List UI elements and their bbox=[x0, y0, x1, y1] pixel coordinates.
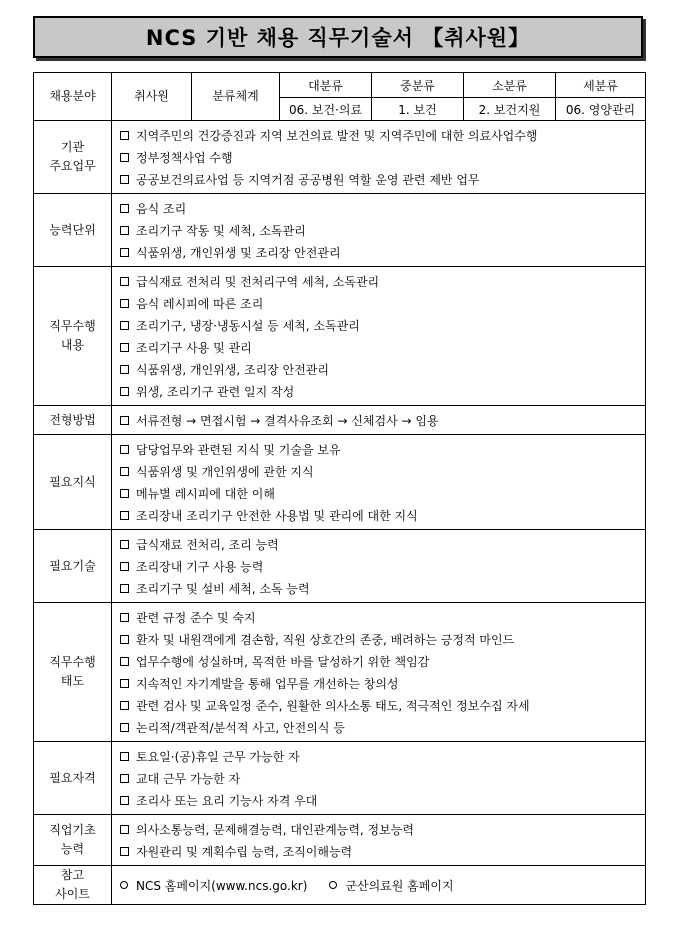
list-item bbox=[120, 314, 645, 336]
checkbox-bullet-icon bbox=[120, 131, 129, 140]
list-item-text: 서류전형 → 면접시험 → 결격사유조회 → 신체검사 → 임용 bbox=[136, 413, 439, 428]
field-value: 취사원 bbox=[112, 73, 192, 121]
checkbox-bullet-icon bbox=[120, 679, 129, 688]
row-label bbox=[34, 267, 112, 406]
table-row bbox=[34, 742, 646, 815]
list-item bbox=[120, 124, 645, 146]
list-item bbox=[120, 292, 645, 314]
list-item bbox=[120, 504, 645, 526]
row-label-line: 주요업무 bbox=[49, 159, 96, 173]
row-label bbox=[34, 121, 112, 194]
minor-category-value: 2. 보건지원 bbox=[464, 98, 556, 121]
list-item-text: 관련 검사 및 교육일정 준수, 원활한 의사소통 태도, 적극적인 정보수집 자세 bbox=[136, 698, 530, 713]
checkbox-bullet-icon bbox=[120, 445, 129, 454]
list-item bbox=[120, 146, 645, 168]
checkbox-bullet-icon bbox=[120, 204, 129, 213]
document-title-box bbox=[33, 16, 643, 58]
list-item bbox=[120, 219, 645, 241]
reference-site[interactable] bbox=[329, 877, 453, 894]
table-row bbox=[34, 435, 646, 530]
checkbox-bullet-icon bbox=[120, 613, 129, 622]
row-label bbox=[34, 406, 112, 435]
list-item-text: 음식 조리 bbox=[136, 201, 187, 216]
list-item-text: 조리장내 조리기구 안전한 사용법 및 관리에 대한 지식 bbox=[136, 508, 418, 523]
middle-category-header: 중분류 bbox=[372, 73, 464, 98]
list-item-text: 조리기구 작동 및 세척, 소독관리 bbox=[136, 223, 306, 238]
list-item-text: 지역주민의 건강증진과 지역 보건의료 발전 및 지역주민에 대한 의료사업수행 bbox=[136, 128, 538, 143]
row-label-line: 기관 bbox=[60, 140, 85, 154]
list-item bbox=[120, 650, 645, 672]
row-label-line: 능력단위 bbox=[49, 222, 96, 237]
list-item-text: 조리기구 및 설비 세척, 소독 능력 bbox=[136, 581, 310, 596]
list-item bbox=[120, 241, 645, 263]
list-item bbox=[120, 745, 645, 767]
checkbox-bullet-icon bbox=[120, 321, 129, 330]
list-item-text: 공공보건의료사업 등 지역거점 공공병원 역할 운영 관련 제반 업무 bbox=[136, 172, 480, 187]
table-row bbox=[34, 603, 646, 742]
reference-site-text: NCS 홈페이지(www.ncs.go.kr) bbox=[136, 878, 308, 893]
row-label-line: 필요지식 bbox=[49, 474, 96, 489]
table-row bbox=[34, 530, 646, 603]
reference-site-text: 군산의료원 홈페이지 bbox=[345, 878, 454, 893]
checkbox-bullet-icon bbox=[120, 562, 129, 571]
checkbox-bullet-icon bbox=[120, 511, 129, 520]
detail-category-value: 06. 영양관리 bbox=[556, 98, 646, 121]
list-item bbox=[120, 270, 645, 292]
list-item bbox=[120, 789, 645, 811]
classification-label: 분류체계 bbox=[192, 73, 280, 121]
row-label bbox=[34, 603, 112, 742]
checkbox-bullet-icon bbox=[120, 657, 129, 666]
list-item bbox=[120, 577, 645, 599]
row-content bbox=[112, 530, 646, 603]
minor-category-header: 소분류 bbox=[464, 73, 556, 98]
checkbox-bullet-icon bbox=[120, 365, 129, 374]
checkbox-bullet-icon bbox=[120, 226, 129, 235]
list-item bbox=[120, 409, 645, 431]
job-description-table bbox=[33, 72, 646, 905]
checkbox-bullet-icon bbox=[120, 825, 129, 834]
list-item-text: 음식 레시피에 따른 조리 bbox=[136, 296, 264, 311]
document-title: NCS 기반 채용 직무기술서 【취사원】 bbox=[145, 26, 531, 50]
list-item bbox=[120, 380, 645, 402]
list-item-text: 식품위생, 개인위생 및 조리장 안전관리 bbox=[136, 245, 341, 260]
circle-bullet-icon bbox=[329, 881, 337, 889]
list-item bbox=[120, 533, 645, 555]
checkbox-bullet-icon bbox=[120, 175, 129, 184]
row-label-line: 전형방법 bbox=[49, 412, 96, 427]
reference-label-line: 사이트 bbox=[55, 887, 90, 901]
list-item bbox=[120, 672, 645, 694]
row-content bbox=[112, 435, 646, 530]
list-item-text: 자원관리 및 계획수립 능력, 조직이해능력 bbox=[136, 844, 353, 859]
list-item-text: 급식재료 전처리 및 전처리구역 세척, 소독관리 bbox=[136, 274, 380, 289]
list-item-text: 의사소통능력, 문제해결능력, 대인관계능력, 정보능력 bbox=[136, 822, 414, 837]
list-item-text: 메뉴별 레시피에 대한 이해 bbox=[136, 486, 275, 501]
row-label-line: 직무수행 bbox=[49, 655, 96, 669]
list-item-text: 조리장내 기구 사용 능력 bbox=[136, 559, 264, 574]
list-item bbox=[120, 482, 645, 504]
list-item-text: 교대 근무 가능한 자 bbox=[136, 771, 241, 786]
checkbox-bullet-icon bbox=[120, 584, 129, 593]
checkbox-bullet-icon bbox=[120, 774, 129, 783]
list-item bbox=[120, 628, 645, 650]
list-item-text: 조리기구 사용 및 관리 bbox=[136, 340, 252, 355]
field-label: 채용분야 bbox=[34, 73, 112, 121]
list-item bbox=[120, 358, 645, 380]
checkbox-bullet-icon bbox=[120, 540, 129, 549]
reference-label-line: 참고 bbox=[60, 868, 85, 882]
table-row bbox=[34, 406, 646, 435]
list-item-text: 식품위생 및 개인위생에 관한 지식 bbox=[136, 464, 314, 479]
row-content bbox=[112, 742, 646, 815]
row-content bbox=[112, 194, 646, 267]
row-label bbox=[34, 530, 112, 603]
list-item bbox=[120, 555, 645, 577]
list-item bbox=[120, 818, 645, 840]
list-item bbox=[120, 694, 645, 716]
row-label-line: 내용 bbox=[60, 338, 85, 352]
checkbox-bullet-icon bbox=[120, 796, 129, 805]
list-item-text: 담당업무와 관련된 지식 및 기술을 보유 bbox=[136, 442, 341, 457]
list-item-text: 식품위생, 개인위생, 조리장 안전관리 bbox=[136, 362, 329, 377]
row-label bbox=[34, 815, 112, 866]
list-item-text: 논리적/객관적/분석적 사고, 안전의식 등 bbox=[136, 720, 345, 735]
major-category-header: 대분류 bbox=[280, 73, 372, 98]
list-item-text: 업무수행에 성실하며, 목적한 바를 달성하기 위한 책임감 bbox=[136, 654, 430, 669]
checkbox-bullet-icon bbox=[120, 248, 129, 257]
table-row bbox=[34, 194, 646, 267]
row-label-line: 능력 bbox=[60, 842, 85, 856]
row-label bbox=[34, 194, 112, 267]
list-item-text: 지속적인 자기계발을 통해 업무를 개선하는 창의성 bbox=[136, 676, 399, 691]
row-content bbox=[112, 121, 646, 194]
list-item-text: 조리사 또는 요리 기능사 자격 우대 bbox=[136, 793, 318, 808]
list-item-text: 조리기구, 냉장·냉동시설 등 세척, 소독관리 bbox=[136, 318, 360, 333]
checkbox-bullet-icon bbox=[120, 489, 129, 498]
row-label bbox=[34, 435, 112, 530]
checkbox-bullet-icon bbox=[120, 635, 129, 644]
list-item-text: 정부정책사업 수행 bbox=[136, 150, 233, 165]
row-content bbox=[112, 406, 646, 435]
row-label-line: 직업기초 bbox=[49, 823, 96, 837]
list-item bbox=[120, 716, 645, 738]
list-item bbox=[120, 606, 645, 628]
list-item bbox=[120, 168, 645, 190]
table-row bbox=[34, 815, 646, 866]
table-row bbox=[34, 267, 646, 406]
list-item bbox=[120, 336, 645, 358]
list-item-text: 토요일·(공)휴일 근무 가능한 자 bbox=[136, 749, 300, 764]
reference-label bbox=[34, 866, 112, 905]
checkbox-bullet-icon bbox=[120, 467, 129, 476]
major-category-value: 06. 보건·의료 bbox=[280, 98, 372, 121]
list-item-text: 위생, 조리기구 관련 일지 작성 bbox=[136, 384, 295, 399]
reference-sites bbox=[112, 866, 646, 905]
checkbox-bullet-icon bbox=[120, 387, 129, 396]
row-content bbox=[112, 267, 646, 406]
row-label-line: 필요자격 bbox=[49, 770, 96, 785]
row-label-line: 필요기술 bbox=[49, 558, 96, 573]
detail-category-header: 세분류 bbox=[556, 73, 646, 98]
checkbox-bullet-icon bbox=[120, 847, 129, 856]
list-item bbox=[120, 197, 645, 219]
checkbox-bullet-icon bbox=[120, 701, 129, 710]
reference-row bbox=[34, 866, 646, 905]
list-item bbox=[120, 840, 645, 862]
reference-site[interactable] bbox=[120, 877, 307, 894]
checkbox-bullet-icon bbox=[120, 153, 129, 162]
circle-bullet-icon bbox=[120, 881, 128, 889]
checkbox-bullet-icon bbox=[120, 277, 129, 286]
row-label-line: 직무수행 bbox=[49, 319, 96, 333]
middle-category-value: 1. 보건 bbox=[372, 98, 464, 121]
list-item bbox=[120, 460, 645, 482]
list-item-text: 급식재료 전처리, 조리 능력 bbox=[136, 537, 279, 552]
row-content bbox=[112, 603, 646, 742]
list-item-text: 환자 및 내원객에게 겸손함, 직원 상호간의 존중, 배려하는 긍정적 마인드 bbox=[136, 632, 515, 647]
checkbox-bullet-icon bbox=[120, 343, 129, 352]
checkbox-bullet-icon bbox=[120, 299, 129, 308]
table-row bbox=[34, 121, 646, 194]
list-item-text: 관련 규정 준수 및 숙지 bbox=[136, 610, 256, 625]
checkbox-bullet-icon bbox=[120, 752, 129, 761]
checkbox-bullet-icon bbox=[120, 416, 129, 425]
list-item bbox=[120, 767, 645, 789]
list-item bbox=[120, 438, 645, 460]
row-content bbox=[112, 815, 646, 866]
row-label bbox=[34, 742, 112, 815]
row-label-line: 태도 bbox=[60, 674, 85, 688]
checkbox-bullet-icon bbox=[120, 723, 129, 732]
